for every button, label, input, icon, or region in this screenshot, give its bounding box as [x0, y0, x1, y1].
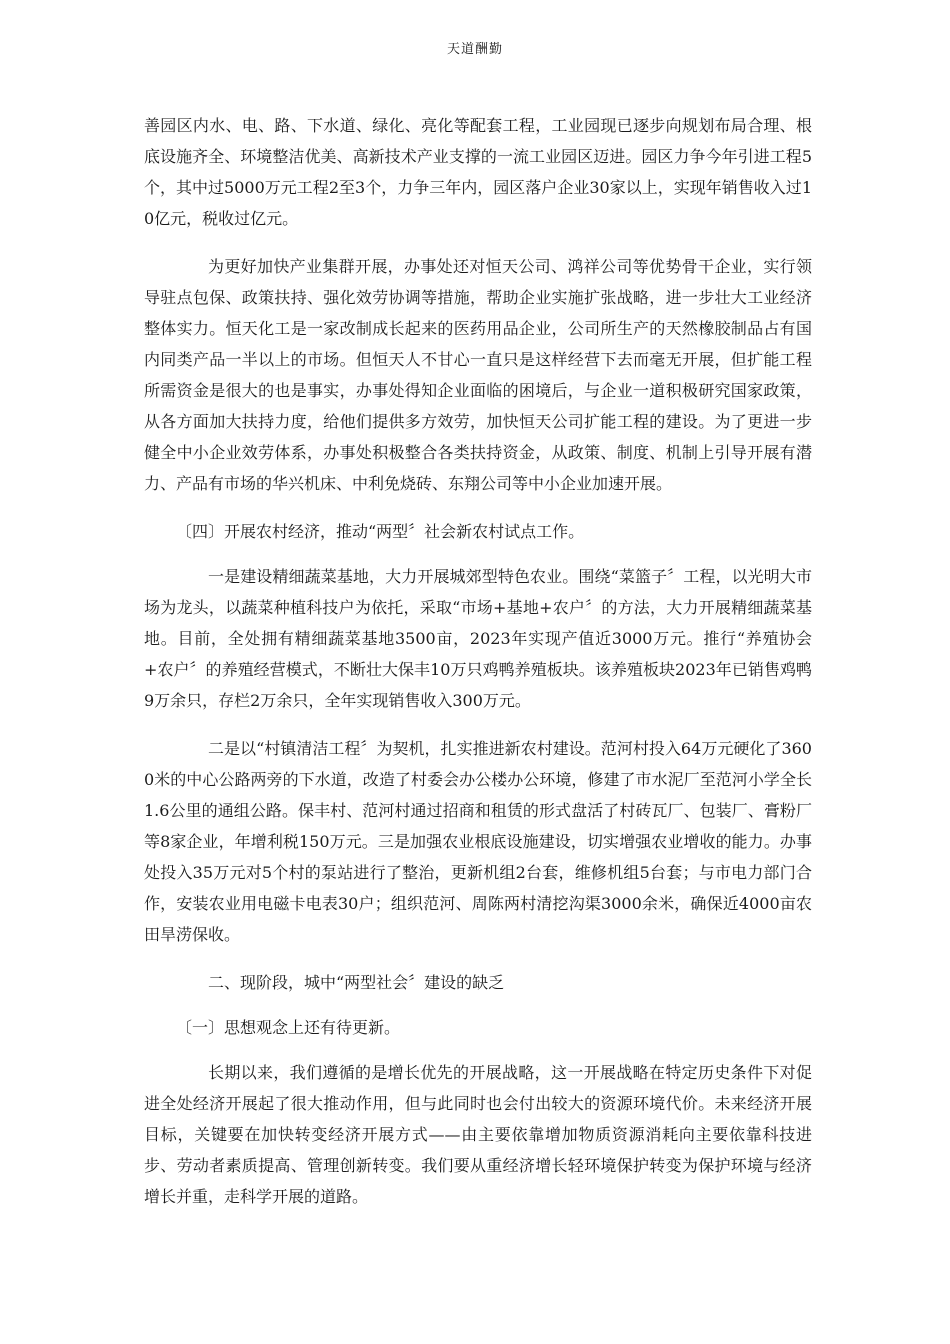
document-body: [144, 110, 812, 1229]
paragraph-growth-strategy: 长期以来，我们遵循的是增长优先的开展战略，这一开展战略在特定历史条件下对促进全处经济开展起了很大推动作用，但与此同时也会付出较大的资源环境代价。未来经济开展目标，关键要在加快转变经济开展方式——由主要依靠增加物质资源消耗向主要依靠科技进步、劳动者素质提高、管理创新转变。我们要从重经济增长轻环境保护转变为保护环境与经济增长并重，走科学开展的道路。: [144, 1063, 812, 1206]
paragraph-industry-cluster: 为更好加快产业集群开展，办事处还对恒天公司、鸿祥公司等优势骨干企业，实行领导驻点包保、政策扶持、强化效劳协调等措施，帮助企业实施扩张战略，进一步壮大工业经济整体实力。恒天化工是一家改制成长起来的医药用品企业，公司所生产的天然橡胶制品占有国内同类产品一半以上的市场。但恒天人不甘心一直只是这样经营下去而毫无开展，但扩能工程所需资金是很大的也是事实，办事处得知企业面临的困境后，与企业一道积极研究国家政策，从各方面加大扶持力度，给他们提供多方效劳，加快恒天公司扩能工程的建设。为了更进一步健全中小企业效劳体系，办事处积极整合各类扶持资金，从政策、制度、机制上引导开展有潜力、产品有市场的华兴机床、中利免烧砖、东翔公司等中小企业加速开展。: [144, 257, 812, 493]
paragraph-vegetable-base: 一是建设精细蔬菜基地，大力开展城郊型特色农业。围绕“菜篮子〞工程，以光明大市场为龙头，以蔬菜种植科技户为依托，采取“市场+基地+农户〞的方法，大力开展精细蔬菜基地。目前，全处拥有精细蔬菜基地3500亩，2023年实现产值近3000万元。推行“养殖协会+农户〞的养殖经营模式，不断壮大保丰10万只鸡鸭养殖板块。该养殖板块2023年已销售鸡鸭9万余只，存栏2万余只，全年实现销售收入300万元。: [144, 567, 812, 710]
paragraph-village-cleaning: 二是以“村镇清洁工程〞为契机，扎实推进新农村建设。范河村投入64万元硬化了3600米的中心公路两旁的下水道，改造了村委会办公楼办公环境，修建了市水泥厂至范河小学全长1.6公里的通组公路。保丰村、范河村通过招商和租赁的形式盘活了村砖瓦厂、包装厂、膏粉厂等8家企业，年增利税150万元。三是加强农业根底设施建设，切实增强农业增收的能力。办事处投入35万元对5个村的泵站进行了整治，更新机组2台套，维修机组5台套；与市电力部门合作，安装农业用电磁卡电表30户；组织范河、周陈两村清挖沟渠3000余米，确保近4000亩农田旱涝保收。: [144, 739, 812, 944]
subsection-heading-ideas: 〔一〕思想观念上还有待更新。: [176, 1018, 401, 1037]
page-header: 天道酬勤: [446, 42, 503, 57]
section-heading-shortcomings: 二、现阶段，城中“两型社会〞建设的缺乏: [208, 973, 505, 992]
section-heading-rural-economy: 〔四〕开展农村经济，推动“两型〞社会新农村试点工作。: [176, 522, 585, 541]
paragraph-industrial-park: 善园区内水、电、路、下水道、绿化、亮化等配套工程，工业园现已逐步向规划布局合理、根底设施齐全、环境整洁优美、高新技术产业支撑的一流工业园区迈进。园区力争今年引进工程5个，其中过5000万元工程2至3个，力争三年内，园区落户企业30家以上，实现年销售收入过10亿元，税收过亿元。: [144, 116, 812, 228]
